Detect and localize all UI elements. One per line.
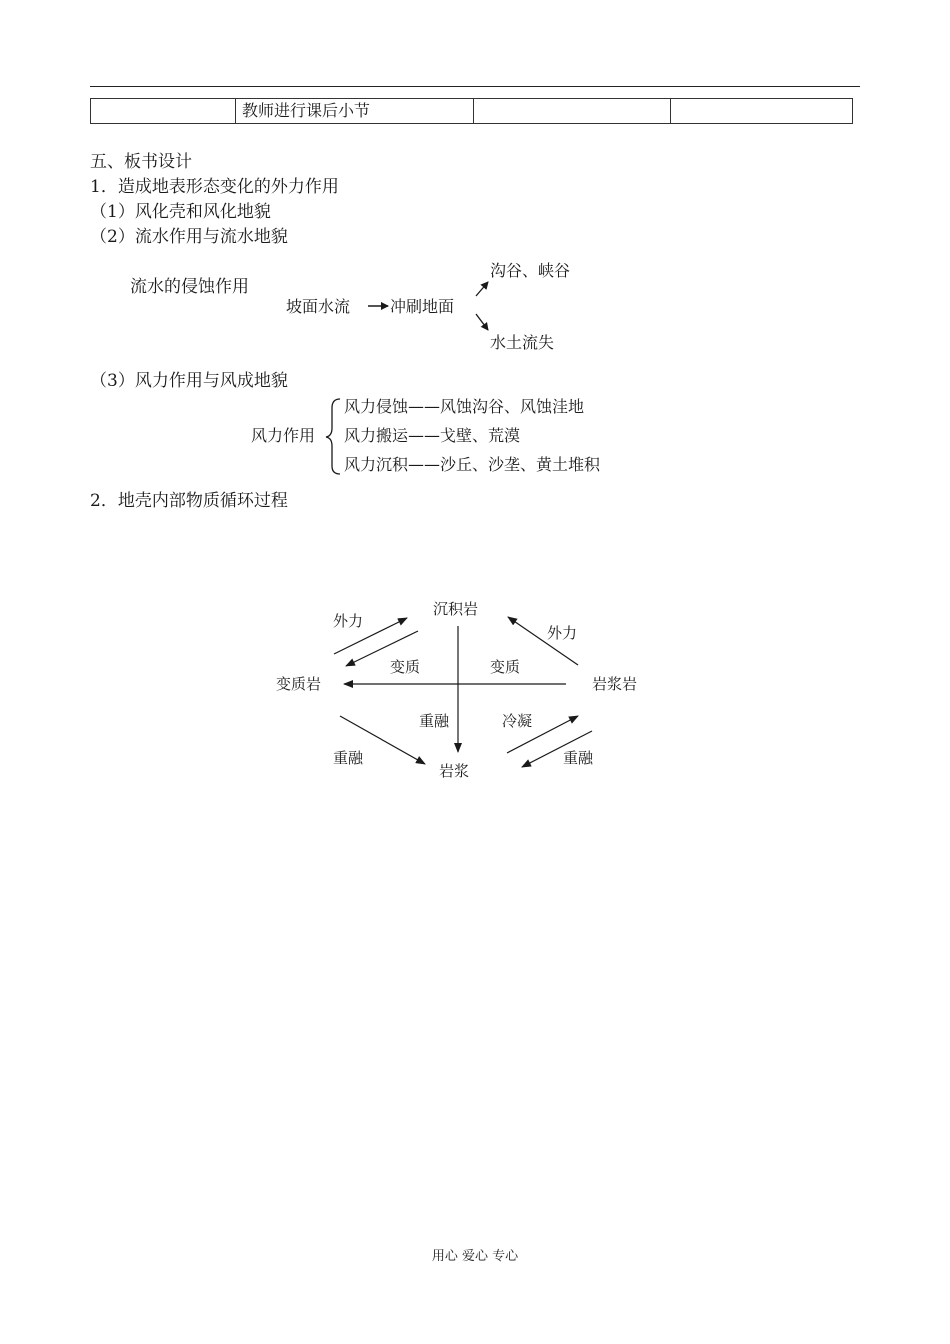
wind-result: 沙丘、沙垄、黄土堆积 xyxy=(440,455,601,474)
wind-cause: 风力搬运 xyxy=(344,426,409,445)
igneous-rock-label: 岩浆岩 xyxy=(592,675,638,693)
sedimentary-rock-label: 沉积岩 xyxy=(433,600,479,618)
wind-root-text: 风力作用 xyxy=(251,426,316,445)
magma-label: 岩浆 xyxy=(439,762,470,780)
arrow-igneous-to-sedimentary xyxy=(508,617,578,665)
table-cell: 教师进行课后小节 xyxy=(236,99,474,124)
item1-title: 1．造成地表形态变化的外力作用 xyxy=(90,177,339,197)
metamorphism-right-label: 变质 xyxy=(490,658,521,676)
wind-result: 戈壁、荒漠 xyxy=(440,426,521,445)
remelt-left-label: 重融 xyxy=(333,749,364,767)
arrow-metamorphic-to-sedimentary xyxy=(334,618,407,654)
arrow-sedimentary-to-metamorphic xyxy=(346,631,418,666)
external-force-right-label: 外力 xyxy=(547,624,578,642)
external-force-left-label: 外力 xyxy=(333,612,364,630)
item2-title: 2．地壳内部物质循环过程 xyxy=(90,491,288,511)
page-footer: 用心 爱心 专心 xyxy=(431,1249,519,1264)
arrow-igneous-to-magma xyxy=(522,731,592,767)
water-middle-text: 冲刷地面 xyxy=(390,297,455,316)
item1-sub3: （3）风力作用与风成地貌 xyxy=(90,371,288,391)
wind-dash: —— xyxy=(408,426,441,445)
arrow-magma-to-igneous xyxy=(507,716,578,753)
water-bottom-result: 水土流失 xyxy=(490,333,555,352)
metamorphic-rock-label: 变质岩 xyxy=(276,675,322,693)
water-top-result: 沟谷、峡谷 xyxy=(490,261,571,280)
arrow-metamorphic-to-magma xyxy=(340,716,425,764)
item1-sub2: （2）流水作用与流水地貌 xyxy=(90,227,288,247)
wind-dash: —— xyxy=(408,455,441,474)
wind-result: 风蚀沟谷、风蚀洼地 xyxy=(440,397,585,416)
item1-sub1: （1）风化壳和风化地貌 xyxy=(90,202,271,222)
water-source-text: 坡面水流 xyxy=(286,297,351,316)
wind-dash: —— xyxy=(408,397,441,416)
section-title: 五、板书设计 xyxy=(90,152,192,172)
wind-cause: 风力侵蚀 xyxy=(344,397,409,416)
remelt-center-label: 重融 xyxy=(419,712,450,730)
remelt-right-label: 重融 xyxy=(563,749,594,767)
metamorphism-left-label: 变质 xyxy=(390,658,421,676)
wind-cause: 风力沉积 xyxy=(344,455,409,474)
condensation-label: 冷凝 xyxy=(502,712,533,730)
water-erosion-label: 流水的侵蚀作用 xyxy=(130,277,249,297)
